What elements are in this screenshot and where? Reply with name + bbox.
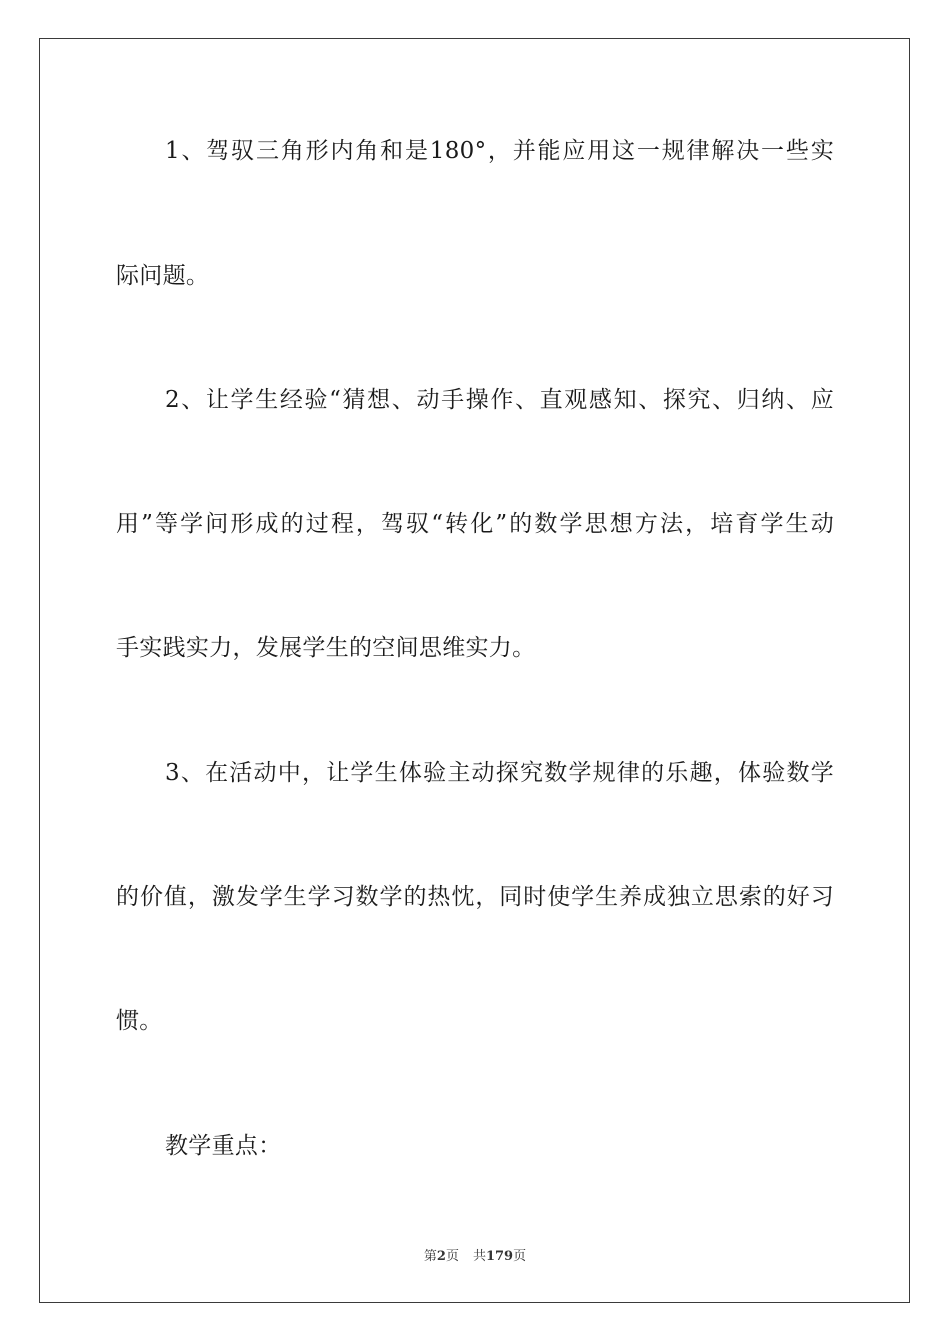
page-suffix: 页 [445, 1249, 459, 1264]
paragraph-1-line-2: 际问题。 [116, 263, 210, 289]
section-heading: 教学重点： [165, 1133, 282, 1159]
paragraph-3-line-2: 的价值，激发学生学习数学的热忱，同时使学生养成独立思索的好习 [116, 884, 834, 910]
paragraph-2-line-3: 手实践实力，发展学生的空间思维实力。 [116, 635, 536, 661]
total-suffix: 页 [513, 1249, 527, 1264]
paragraph-3-line-3: 惯。 [116, 1008, 163, 1034]
total-pages: 179 [485, 1249, 514, 1264]
page-border [39, 38, 910, 1303]
page-number: 2 [436, 1249, 446, 1264]
page-prefix: 第 [423, 1249, 437, 1264]
paragraph-1-line-1: 1、驾驭三角形内角和是180°，并能应用这一规律解决一些实 [165, 138, 834, 164]
total-prefix: 共 [472, 1249, 486, 1264]
paragraph-2-line-2: 用”等学问形成的过程，驾驭“转化”的数学思想方法，培育学生动 [116, 511, 834, 537]
page-footer [0, 1248, 950, 1266]
paragraph-2-line-1: 2、让学生经验“猜想、动手操作、直观感知、探究、归纳、应 [165, 387, 834, 413]
paragraph-3-line-1: 3、在活动中，让学生体验主动探究数学规律的乐趣，体验数学 [165, 760, 834, 786]
